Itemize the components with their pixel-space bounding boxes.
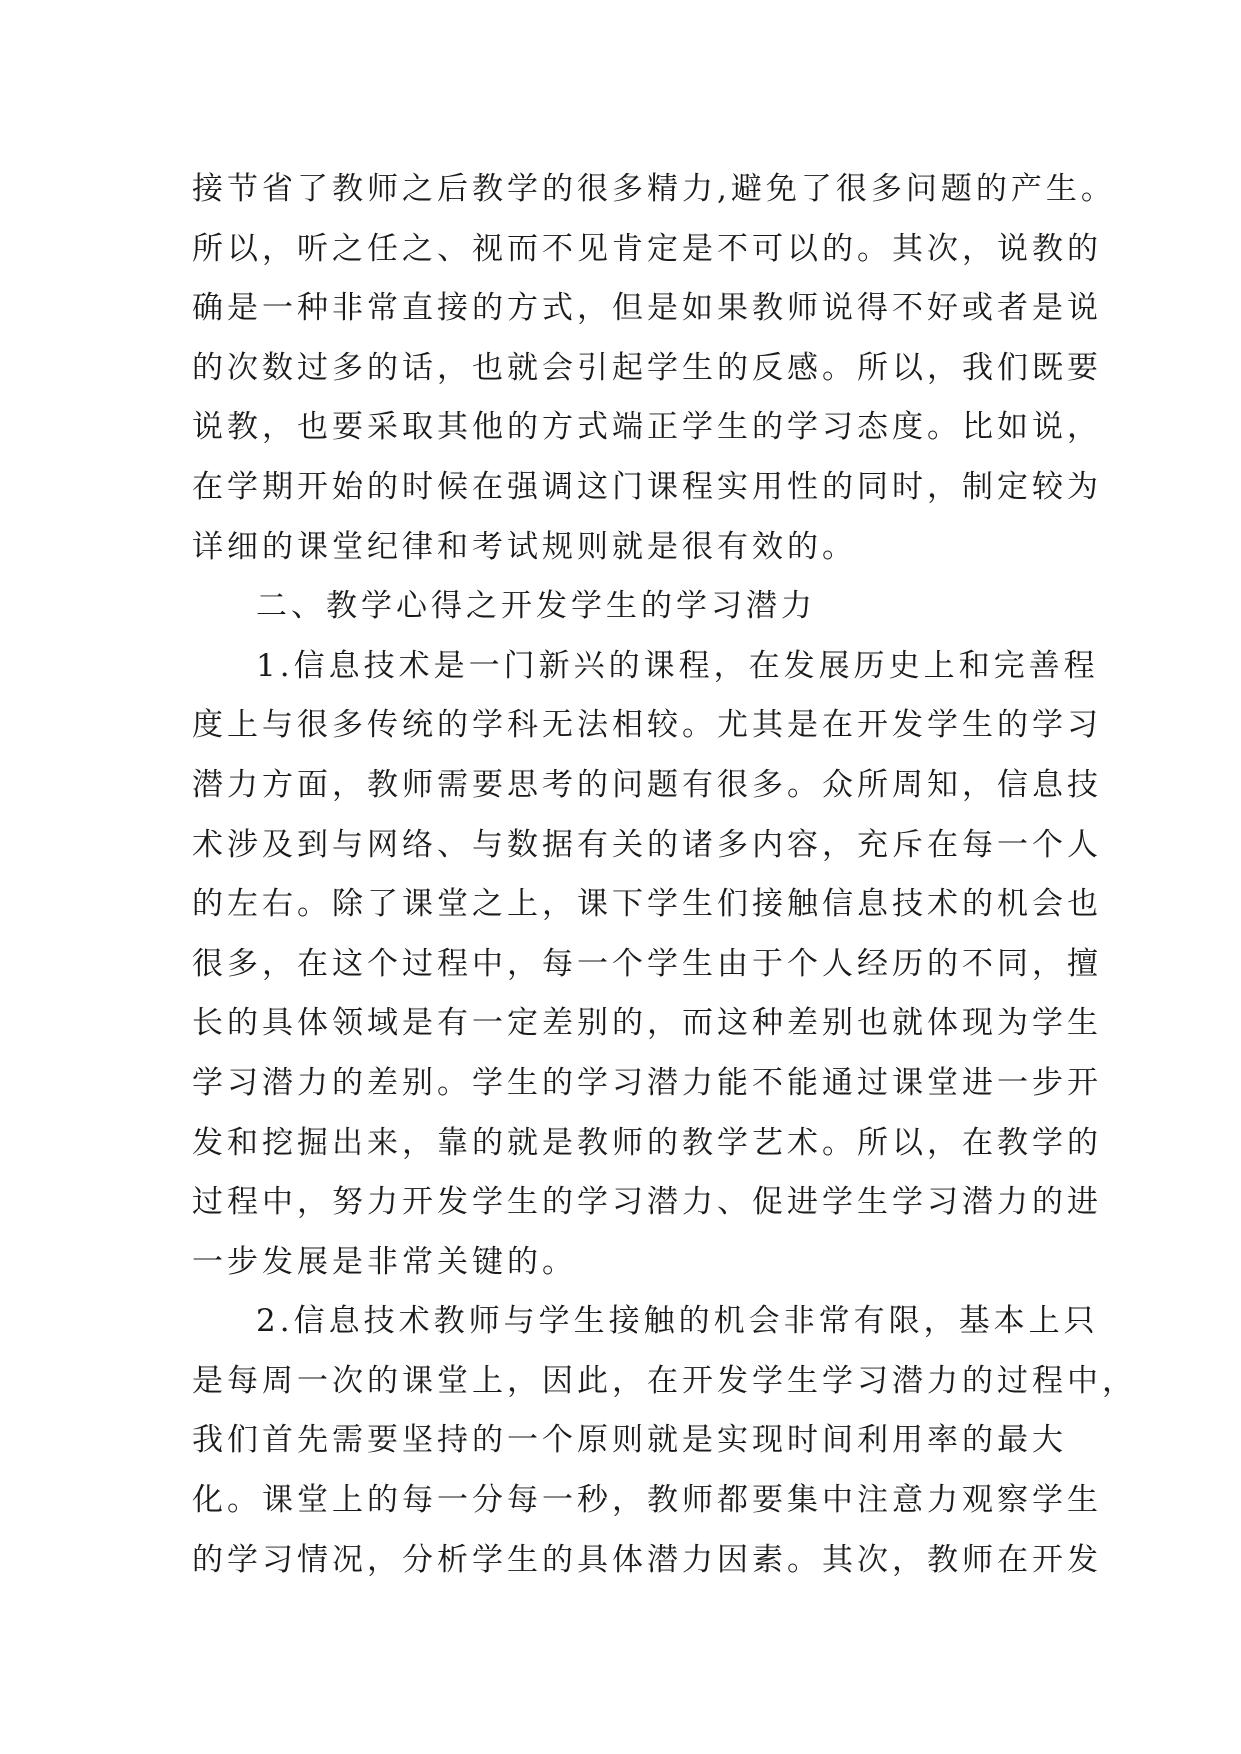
text-line: 潜力方面，教师需要思考的问题有很多。众所周知，信息技 (192, 766, 1102, 803)
text-line: 一步发展是非常关键的。 (192, 1243, 577, 1280)
paragraph-first-line: 二、教学心得之开发学生的学习潜力 (256, 588, 816, 625)
text-line: 我们首先需要坚持的一个原则就是实现时间利用率的最大 (192, 1422, 1067, 1459)
paragraph-first-line: 2.信息技术教师与学生接触的机会非常有限，基本上只 (256, 1303, 1099, 1340)
paragraph-first-line: 1.信息技术是一门新兴的课程，在发展历史上和完善程 (256, 647, 1099, 684)
text-line: 学习潜力的差别。学生的学习潜力能不能通过课堂进一步开 (192, 1064, 1102, 1101)
text-line: 很多，在这个过程中，每一个学生由于个人经历的不同，擅 (192, 945, 1102, 982)
text-line: 化。课堂上的每一分每一秒，教师都要集中注意力观察学生 (192, 1482, 1102, 1519)
text-line: 长的具体领域是有一定差别的，而这种差别也就体现为学生 (192, 1005, 1102, 1042)
text-line: 确是一种非常直接的方式，但是如果教师说得不好或者是说 (192, 290, 1102, 327)
text-line: 发和挖掘出来，靠的就是教师的教学艺术。所以，在教学的 (192, 1124, 1102, 1161)
text-line: 是每周一次的课堂上，因此，在开发学生学习潜力的过程中， (192, 1362, 1137, 1399)
text-line: 接节省了教师之后教学的很多精力,避免了很多问题的产生。 (192, 171, 1116, 207)
text-line: 的学习情况，分析学生的具体潜力因素。其次，教师在开发 (192, 1541, 1102, 1578)
text-line: 的左右。除了课堂之上，课下学生们接触信息技术的机会也 (192, 886, 1102, 923)
text-line: 术涉及到与网络、与数据有关的诸多内容，充斥在每一个人 (192, 826, 1102, 863)
text-line: 在学期开始的时候在强调这门课程实用性的同时，制定较为 (192, 468, 1102, 505)
text-line: 度上与很多传统的学科无法相较。尤其是在开发学生的学习 (192, 707, 1102, 744)
text-line: 所以，听之任之、视而不见肯定是不可以的。其次，说教的 (192, 230, 1102, 267)
text-line: 详细的课堂纪律和考试规则就是很有效的。 (192, 528, 857, 565)
text-line: 说教，也要采取其他的方式端正学生的学习态度。比如说， (192, 409, 1102, 446)
text-line: 过程中，努力开发学生的学习潜力、促进学生学习潜力的进 (192, 1184, 1102, 1221)
text-line: 的次数过多的话，也就会引起学生的反感。所以，我们既要 (192, 349, 1102, 386)
body-text (192, 160, 1137, 1590)
